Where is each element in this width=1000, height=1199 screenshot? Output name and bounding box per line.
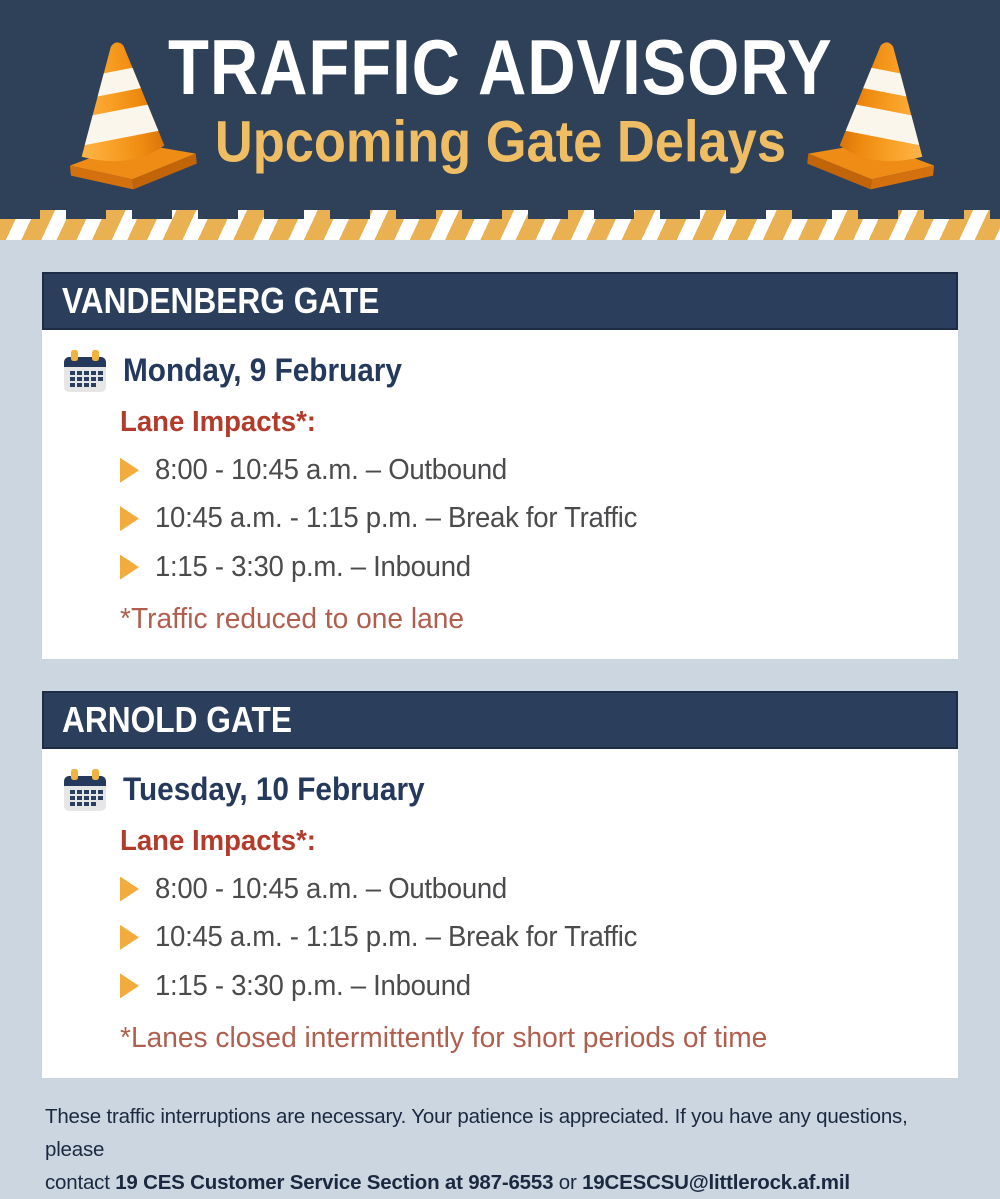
footer-text bbox=[45, 1100, 955, 1199]
footer-line2-prefix: contact bbox=[45, 1171, 115, 1194]
lane-impact-item bbox=[120, 503, 938, 533]
gate-header-bar bbox=[42, 272, 958, 330]
lane-impact-item bbox=[120, 922, 938, 952]
gate-sections bbox=[0, 272, 1000, 1078]
date-row bbox=[62, 767, 938, 813]
gate-card-body bbox=[42, 330, 958, 659]
hazard-stripe-divider bbox=[0, 210, 1000, 240]
gate-header-bar bbox=[42, 691, 958, 749]
calendar-icon bbox=[62, 767, 108, 813]
arrow-right-icon bbox=[120, 973, 139, 998]
lane-impact-text: 8:00 - 10:45 a.m. – Outbound bbox=[155, 455, 507, 485]
page-subtitle: Upcoming Gate Delays bbox=[214, 113, 785, 171]
footer-email: 19CESCSU@littlerock.af.mil bbox=[582, 1171, 850, 1194]
lane-impact-item bbox=[120, 552, 938, 582]
lane-impacts-label: Lane Impacts*: bbox=[120, 408, 938, 437]
lane-impact-text: 10:45 a.m. - 1:15 p.m. – Break for Traffic bbox=[155, 922, 637, 952]
calendar-icon bbox=[62, 348, 108, 394]
lane-impacts-label: Lane Impacts*: bbox=[120, 827, 938, 856]
lane-impact-text: 1:15 - 3:30 p.m. – Inbound bbox=[155, 971, 471, 1001]
date-row bbox=[62, 348, 938, 394]
gate-card-arnold bbox=[42, 691, 958, 1078]
lane-impact-item bbox=[120, 455, 938, 485]
gate-card-body bbox=[42, 749, 958, 1078]
footer-line1: These traffic interruptions are necessary. Your patience is appreciated. If you have any questions, please bbox=[45, 1105, 908, 1161]
gate-card-vandenberg bbox=[42, 272, 958, 659]
lane-impact-item bbox=[120, 971, 938, 1001]
arrow-right-icon bbox=[120, 876, 139, 901]
traffic-cone-icon bbox=[792, 38, 962, 196]
lane-impact-text: 1:15 - 3:30 p.m. – Inbound bbox=[155, 552, 471, 582]
arrow-right-icon bbox=[120, 555, 139, 580]
banner bbox=[0, 0, 1000, 210]
page-title: TRAFFIC ADVISORY bbox=[168, 29, 833, 107]
lane-impact-text: 8:00 - 10:45 a.m. – Outbound bbox=[155, 874, 507, 904]
arrow-right-icon bbox=[120, 458, 139, 483]
gate-date: Monday, 9 February bbox=[123, 353, 402, 388]
lane-impact-text: 10:45 a.m. - 1:15 p.m. – Break for Traffic bbox=[155, 503, 637, 533]
footer-connector: or bbox=[553, 1171, 582, 1194]
gate-date: Tuesday, 10 February bbox=[123, 772, 425, 807]
gate-name: ARNOLD GATE bbox=[62, 702, 292, 738]
gate-footnote: *Traffic reduced to one lane bbox=[120, 604, 938, 634]
arrow-right-icon bbox=[120, 925, 139, 950]
gate-name: VANDENBERG GATE bbox=[62, 283, 379, 319]
footer-contact: 19 CES Customer Service Section at 987-6553 bbox=[115, 1171, 553, 1194]
arrow-right-icon bbox=[120, 506, 139, 531]
lane-impact-item bbox=[120, 874, 938, 904]
gate-footnote: *Lanes closed intermittently for short periods of time bbox=[120, 1023, 938, 1053]
